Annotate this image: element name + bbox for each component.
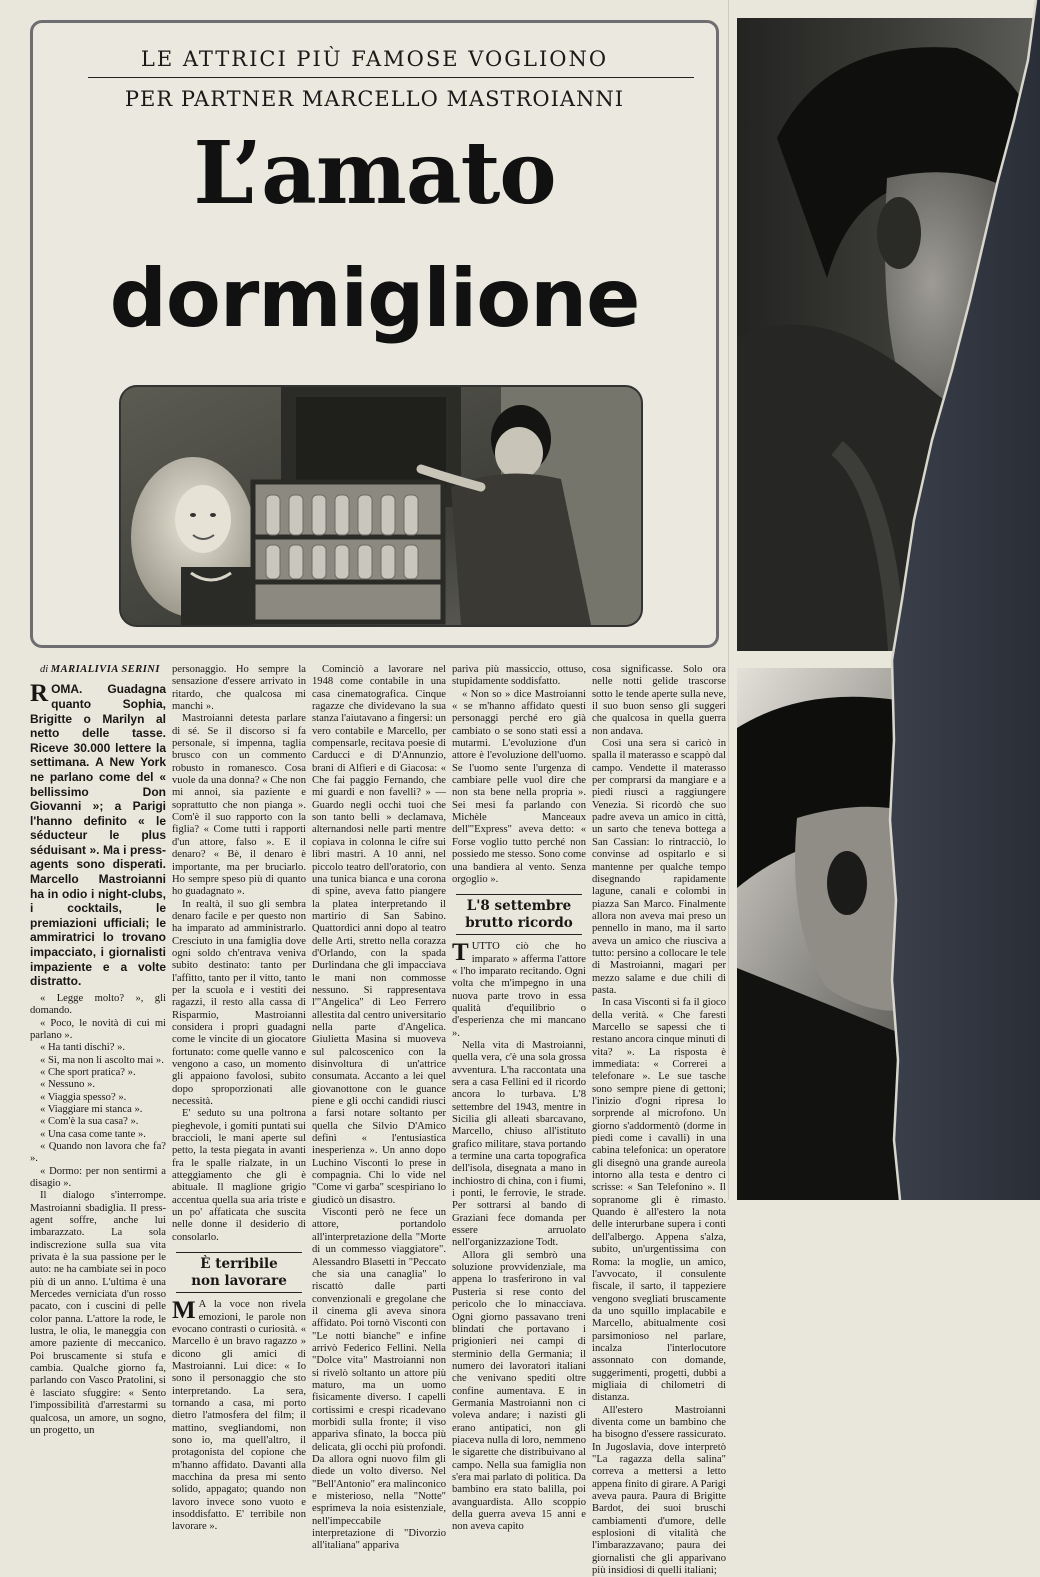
headline-title-line-1: L’amato — [193, 123, 556, 224]
article-column-5 — [592, 664, 726, 1577]
article-column-2 — [172, 664, 306, 1534]
headline-title-line-2: dormiglione — [109, 252, 640, 345]
portrait-photo-bottom — [737, 668, 1040, 1200]
article-paragraph: Mastroianni detesta parlare di sé. Se il discorso si fa personale, si impenna, taglia brusco con un commento robusto in romanesco. Cosa vuole da una donna? « Che non mi annoi, sia paziente e soprattutto che non pianga ». Com'è il suo rapporto con la figlia? « Come tutti i rapporti d'un attore, falso ». E il denaro? « Bè, il denaro è importante, ma per bruciarlo. Ho sempre speso più di quanto ho guadagnato ». — [172, 713, 306, 898]
portrait-bottom-illustration — [737, 668, 1040, 1200]
article-paragraph: All'estero Mastroianni diventa come un bambino che ha bisogno d'essere rassicurato. In Jugoslavia, dove interpretò "La ragazza della salina" correva a mettersi a letto appena finito di girare. A Parigi aveva paura. Paura di Brigitte Bardot, dei suoi bruschi cambiamenti d'umore, delle esplosioni di vitalità che l'imbarazzavano; paura dei giornalisti che gli apparivano più insidiosi di quelli italiani; — [592, 1404, 726, 1577]
article-paragraph: E' seduto su una poltrona pieghevole, i gomiti puntati sui braccioli, le mani aperte sul petto, la testa piegata in avanti fra le spalle rialzate, in un atteggiamento che gli è abituale. Il maglione grigio accentua quella sua aria triste e un po' affaticata che suscita nelle donne il desiderio di consolarlo. — [172, 1108, 306, 1243]
subhead-line: È terribile — [200, 1256, 278, 1273]
article-paragraph: In casa Visconti si fa il gioco della verità. « Che faresti Marcello se sapessi che ti restano ancora cinque minuti di vita? ». La risposta è immediata: « Correrei a telefonare ». Le sue tasche sono sempre piene di gettoni; l'inizio d'ogni ripresa lo sorprende al microfono. Un giorno s'addormentò (dorme in piedi come i cavalli) in una cabina telefonica: un operatore gli disegnò una grande aureola intorno alla testa e dentro ci scrisse: « San Telefonino ». Il sopranome gli è rimasto. Quando è all'estero la nota delle interurbane supera i conti dell'albergo. Appena s'alza, subito, un'urgentissima con Roma: la moglie, un amico, l'avvocato, il consulente fiscale, il sarto, il tappeziere vengono svegliati bruscamente da uno squillo implacabile e Marcello, abitualmente così parsimonioso nel parlare, incalza l'interlocutore assonnato con domande, suggerimenti, progetti, dubbi a migliaia di chilometri di distanza. — [592, 997, 726, 1404]
portrait-photo-top — [737, 18, 1040, 651]
byline — [30, 664, 166, 676]
dialogue-line: « Viaggia spesso? ». — [40, 1091, 127, 1103]
dialogue-line: « Ha tanti dischi? ». — [40, 1042, 126, 1054]
article-paragraph: Il dialogo s'interrompe. Mastroianni sbadiglia. Il press-agent soffre, anche lui imbarazzato. La sola indiscrezione sulla sua vita privata è la sua passione per le auto: ne ha cambiate sei in poco più di un anno. L'ultima è una Mercedes verniciata d'un rosso pacato, con i cuscini di pelle color panna. L'attore la rode, le lustra, le olia, le maneggia con amore paziente di meccanico. Poi bruscamente si stufa e cambia. Qualche giorno fa, parlando con Vasco Pratolini, si è lasciato sfuggire: « Sento l'impossibilità d'arrestarmi su qualcosa, un amore, un sogno, un progetto, un — [30, 1190, 166, 1436]
page-gutter — [728, 0, 729, 1200]
section-text: UTTO ciò che ho imparato » afferma l'attore « l'ho imparato recitando. Ogni volta che m'impegno in una nuova parte trovo in essa qualità d'equilibrio o d'esperienza che mi mancano ». — [452, 941, 586, 1039]
article-column-4 — [452, 664, 586, 1534]
section-text: A la voce non rivela emozioni, le parole non evocano contrasti o curiosità. « Marcello è un bravo ragazzo » dicono gli amici di Mastroianni. Lui dice: « Io sono il personaggio che sto interpretando. La sera, tornando a casa, mi porto dietro l'atmosfera del film; il mattino, svegliandomi, non sono io, ma quell'altro, il protagonista del copione che m'hanno affidato. Davanti alla macchina da presa mi sento solido, appagato; quando non lavoro invece sono vuoto e insoddisfatto. E' terribile non lavorare ». — [172, 1299, 306, 1533]
article-paragraph: Cominciò a lavorare nel 1948 come contabile in una casa cinematografica. Cinque ragazze che dividevano la sua stanza l'aiutavano a fingersi: un vero contabile e Marcello, per compensarle, recitava poesie di Carducci e di D'Annunzio, brani di Alfieri e di Giacosa: « Che fai paggio Fernando, che mi guardi e non favelli? » — Guardo negli occhi tuoi che son tanto belli » declamava, alternandosi nelle parti mentre copiava in colonna le cifre sui libri mastri. A 10 anni, nel piccolo teatro dell'oratorio, con una tunica bianca e una corona di spine, aveva fatto piangere la platea interpretando il martirio di San Sabino. Quattordici anni dopo al teatro delle Arti, stretto nella corazza d'Orlando, con la spada Durlindana che gli impacciava le mani non commosse nessuno. Si rappresentava l'"Angelica" di Leo Ferrero allestita dal centro universitario nella parte d'Angelica. Giulietta Masina si muoveva sul palcoscenico con la disinvoltura di un'attrice consumata. Accanto a lei quel giovanottone con le guance piene e gli occhi candidi riusci a farsi notare soltanto per quella che Silvio D'Amico definì « l'entusiastica inesperienza ». Un anno dopo Luchino Visconti lo prese in compagnia. Chi lo vide nel "Come vi garba" scespiriano lo giudicò un disastro. — [312, 664, 446, 1206]
article-paragraph: Nella vita di Mastroianni, quella vera, c'è una sola grossa avventura. L'ha raccontata una sera a casa Fellini ed il ricordo ancora lo turbava. L'8 settembre del 1943, mentre in Sicilia gli alleati sbarcavano, Marcello, chiuso all'istituto grafico militare, stava portando a termine una carta topografica dell'isola, disegnata a mano in inchiostro di china, con i fiumi, i ponti, le ferrovie, le strade. Per sottrarsi al bando di Graziani fece domanda per essere arruolato nell'organizzazione Todt. — [452, 1039, 586, 1249]
subhead-line: brutto ricordo — [465, 915, 573, 932]
section-subhead — [456, 894, 582, 935]
article-paragraph: personaggio. Ho sempre la sensazione d'essere arrivato in ritardo, che qualcosa mi manchi ». — [172, 664, 306, 713]
subhead-line: L'8 settembre — [466, 898, 572, 915]
byline-author: MARIALIVIA SERINI — [50, 664, 160, 675]
article-column-1 — [30, 664, 166, 1437]
article-paragraph: Visconti però ne fece un attore, portandolo all'interpretazione della "Morte di un commesso viaggiatore". Alessandro Blasetti in "Peccato che sia una canaglia" lo riscattò dalle parti convenzionali e gregolane che il cinema gli aveva sinora affidato. Poi tornò Visconti con "Le notti bianche" e infine arrivò Federico Fellini. Nella "Dolce vita" Mastroianni non si rivelò soltanto un attore più maturo, ma un uomo fisicamente diverso. I capelli cortissimi e crespi ricadevano morbidi sulla fronte; il viso appariva sfinato, la bocca più delicata, gli occhi più profondi. Da allora ogni nuovo film gli diede un volto diverso. Nel "Bell'Antonio" era malinconico e misterioso, nella "Notte" esprimeva la noia esistenziale, nell'impeccabile interpretazione di "Divorzio all'italiana" appariva — [312, 1207, 446, 1552]
dialogue-line: « Nessuno ». — [40, 1079, 96, 1091]
article-paragraph: « Non so » dice Mastroianni « se m'hanno affidato questi personaggi perché ero già cambiato o se sono stati essi a mutarmi. L'evoluzione d'un attore è l'evoluzione dell'uomo. Se l'uomo sente l'urgenza di cambiare pelle vuol dire che non sta bene nella propria ». Sei mesi fa parlando con Michèle Manceaux dell'"Express" aveva detto: « Forse voglio tutto perché non possiedo me stesso. Sono come una bandiera al vento. Senza orgoglio ». — [452, 688, 586, 885]
dialogue-line: « Quando non lavora che fa? ». — [30, 1140, 166, 1165]
dialogue-line: « Poco, le novità di cui mi parlano ». — [30, 1017, 166, 1041]
kicker-line-2: PER PARTNER MARCELLO MASTROIANNI — [124, 87, 625, 111]
article-paragraph: Allora gli sembrò una soluzione provvidenziale, ma appena lo trasferirono in val Pusteria si rese conto del pericolo che lo minacciava. Ogni giorno passavano treni blindati che portavano i prigionieri nei campi di sterminio della Germania; il numero dei lavoratori italiani che venivano spediti oltre confine aumentava. E in Germania Mastroianni non ci voleva andare; i nazisti gli erano antipatici, non gli piaceva nulla di loro, nemmeno le sigarette che distribuivano al campo. Nella sua famiglia non s'era mai parlato di politica. Da bambino era stato balilla, poi avanguardista. Allo scoppio della guerra aveva 15 anni e non aveva capito — [452, 1249, 586, 1533]
kicker-divider — [88, 77, 694, 78]
dialogue-line: « Viaggiare mi stanca ». — [40, 1103, 143, 1115]
dialogue-line: « Legge molto? », gli domando. — [30, 992, 166, 1017]
dialogue-line: « Una casa come tante ». — [40, 1128, 146, 1140]
section-subhead — [176, 1252, 302, 1293]
article-column-3 — [312, 664, 446, 1553]
article-paragraph: Così una sera si caricò in spalla il materasso e scappò dal campo. Vendette il materasso per comprarsi da mangiare e a piedi riuscì a raggiungere Venezia. Si ricordò che suo padre aveva un amico in città, un sarto che teneva bottega a San Cassian: lo rintracciò, lo convinse ad ospitarlo e si mantenne per qualche tempo disegnando rapidamente lagune, canali e colombi in piazza San Marco. Finalmente allora non aveva mai preso un pennello in mano, ma il sarto aveva un amico che riusciva a tutto: persino a collocare le tele di Mastroianni, magari per mezzo salame e due chili di pasta. — [592, 738, 726, 996]
dialogue-line: « Che sport pratica? ». — [40, 1066, 136, 1078]
dialogue-line: « Dormo: per non sentirmi a disagio ». — [30, 1165, 166, 1189]
kicker-line-1: LE ATTRICI PIÙ FAMOSE VOGLIONO — [140, 47, 609, 71]
article-paragraph — [172, 1299, 306, 1534]
article-paragraph: pariva più massiccio, ottuso, stupidamente soddisfatto. — [452, 664, 586, 688]
subhead-line: non lavorare — [191, 1273, 287, 1290]
headline-box — [30, 20, 719, 648]
byline-prefix: di — [40, 664, 49, 675]
article-paragraph: cosa significasse. Solo ora nelle notti gelide trascorse sotto le tende aperte sulla neve, il suo buon senso gli suggeri che qualcosa in quella guerra non andava. — [592, 664, 726, 737]
section-dropcap: T — [452, 939, 469, 967]
article-paragraph: In realtà, il suo gli sembra denaro facile e per questo non ha imparato ad amministrarlo. Cresciuto in una famiglia dove ogni soldo ch'entrava veniva subito destinato: tanto per l'affitto, tanto per il vitto, tanto per la scuola e i vestiti dei ragazzi, il resto alla cassa di Risparmio, Mastroianni considera i propri guadagni come le vincite di un giocatore fortunato: come quelle vanno e vengono a caso, un momento gli appaiono favolosi, subito dopo sproporzionati alle necessità. — [172, 898, 306, 1108]
main-photo — [119, 385, 643, 627]
lead-dropcap: R — [30, 680, 49, 708]
article-paragraph — [452, 941, 586, 1040]
lead-paragraph — [30, 682, 166, 988]
portrait-top-illustration — [737, 18, 1040, 651]
main-photo-illustration — [121, 387, 641, 625]
dialogue-line: « Com'è la sua casa? ». — [40, 1116, 139, 1128]
section-dropcap: M — [172, 1297, 196, 1325]
lead-text: OMA. Guadagna quanto Sophia, Brigitte o Marilyn al netto delle tasse. Riceve 30.000 lettere la settimana. A New York ne parlano come del « bellissimo Don Giovanni »; a Parigi l'hanno definito « le séducteur le plus séduisant ». Ma i press-agents sono disperati. Marcello Mastroianni ha in odio i night-clubs, i cocktails, le premiazioni ufficiali; le ammiratrici lo trovano impacciato, i giornalisti impaziente e a volte distratto. — [30, 682, 166, 989]
dialogue-line: « Sì, ma non li ascolto mai ». — [40, 1054, 164, 1066]
